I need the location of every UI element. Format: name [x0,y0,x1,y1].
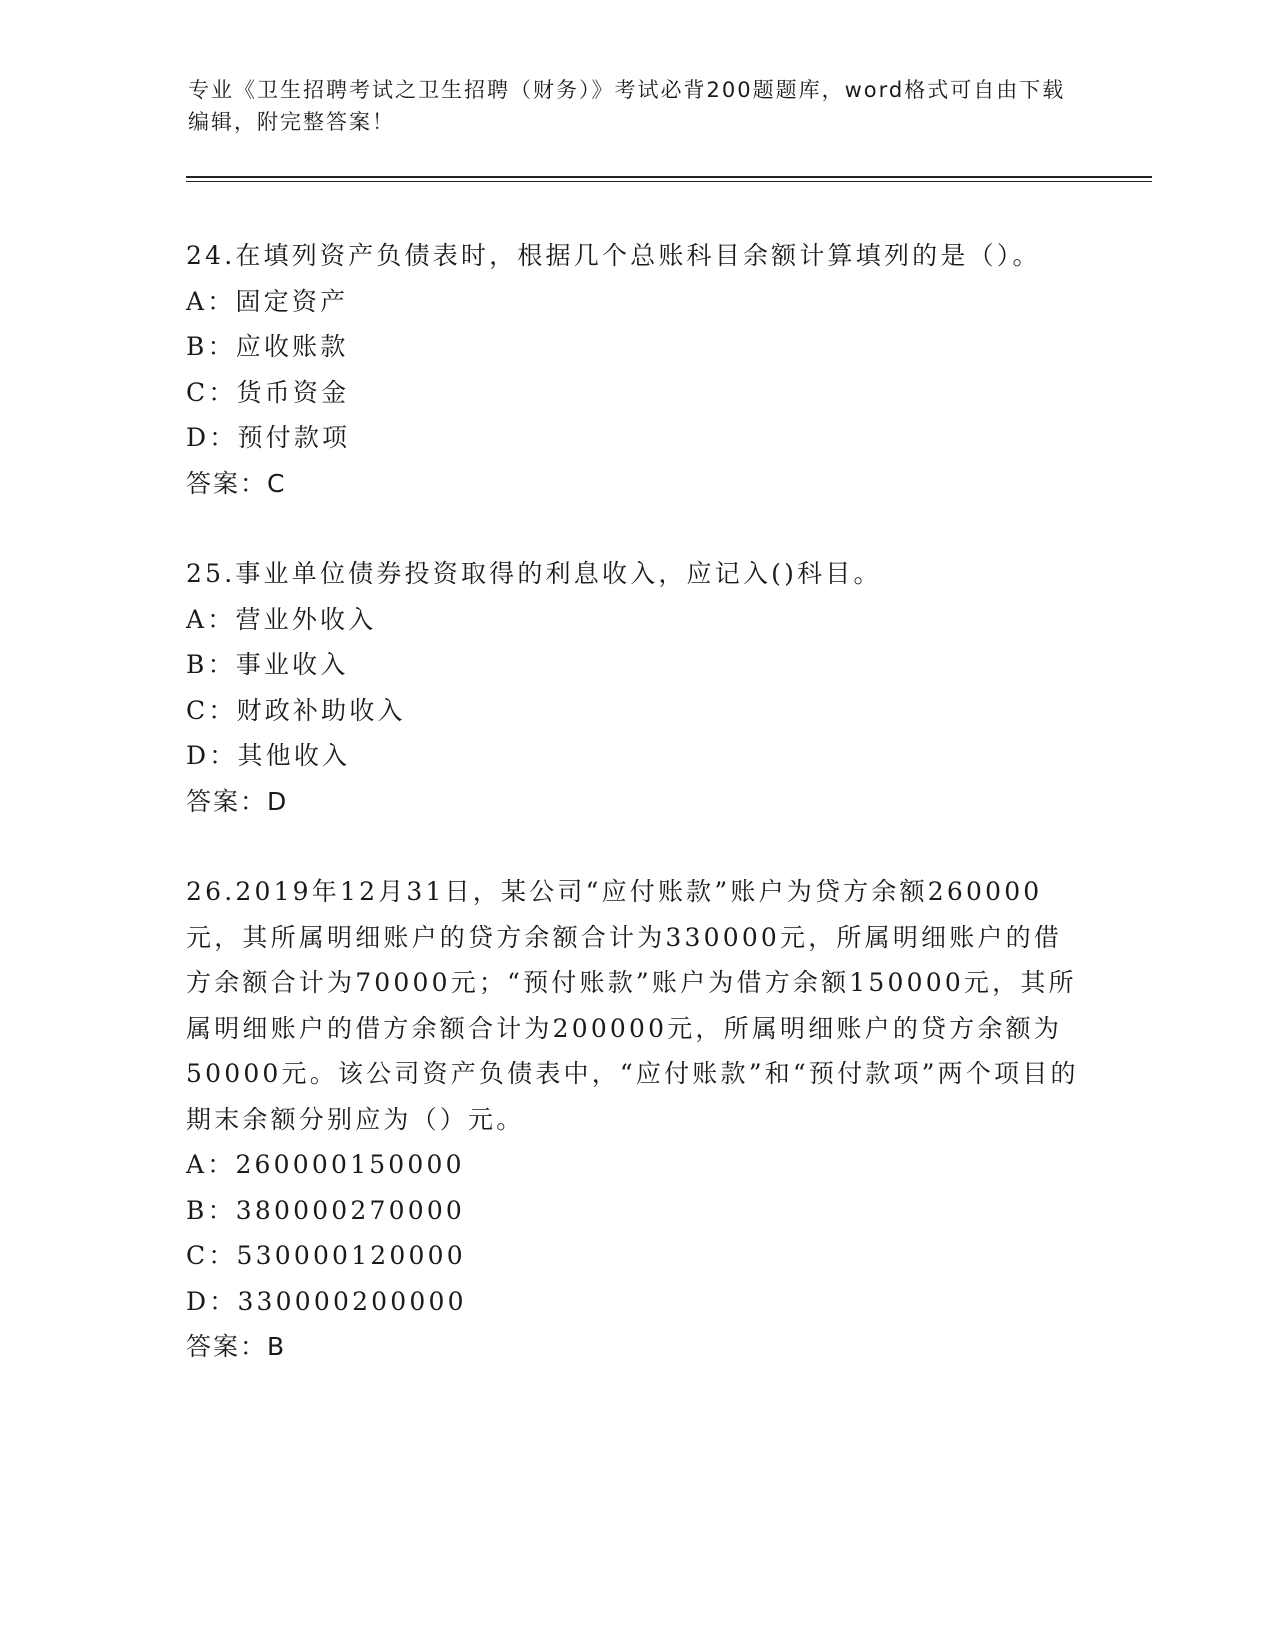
document-header-note: 专业《卫生招聘考试之卫生招聘（财务）》考试必背200题题库，word格式可自由下载编辑，附完整答案！ [188,78,1066,134]
option-d: D：其他收入 [186,741,351,770]
option-a: A：营业外收入 [186,604,377,634]
answer-line: 答案：D [186,786,289,816]
question-26 [186,869,1086,1370]
option-c: C：530000120000 [186,1241,466,1270]
question-24 [186,233,1086,506]
option-b: B：应收账款 [186,332,349,361]
header-divider-thin [186,181,1152,182]
question-stem: 26.2019年12月31日，某公司“应付账款”账户为贷方余额260000元，其所属明细账户的贷方余额合计为330000元，所属明细账户的借方余额合计为70000元；“预付账款”账户为借方余额150000元，其所属明细账户的借方余额合计为200000元，所属明细账户的贷方余额为50000元。该公司资产负债表中，“应付账款”和“预付款项”两个项目的期末余额分别应为（）元。 [186,877,1079,1134]
option-a: A：260000150000 [186,1150,465,1179]
option-c: C：货币资金 [186,377,350,407]
option-d: D：330000200000 [186,1286,467,1316]
option-d: D：预付款项 [186,423,351,452]
option-c: C：财政补助收入 [186,695,406,725]
question-stem: 25.事业单位债券投资取得的利息收入，应记入()科目。 [186,559,882,588]
option-b: B：380000270000 [186,1195,466,1225]
header-divider-thick [186,176,1152,178]
question-stem: 24.在填列资产负债表时，根据几个总账科目余额计算填列的是（）。 [186,241,1041,270]
option-b: B：事业收入 [186,650,349,679]
option-a: A：固定资产 [186,286,349,316]
answer-line: 答案：C [186,468,287,498]
question-25 [186,551,1086,824]
answer-line: 答案：B [186,1332,287,1361]
